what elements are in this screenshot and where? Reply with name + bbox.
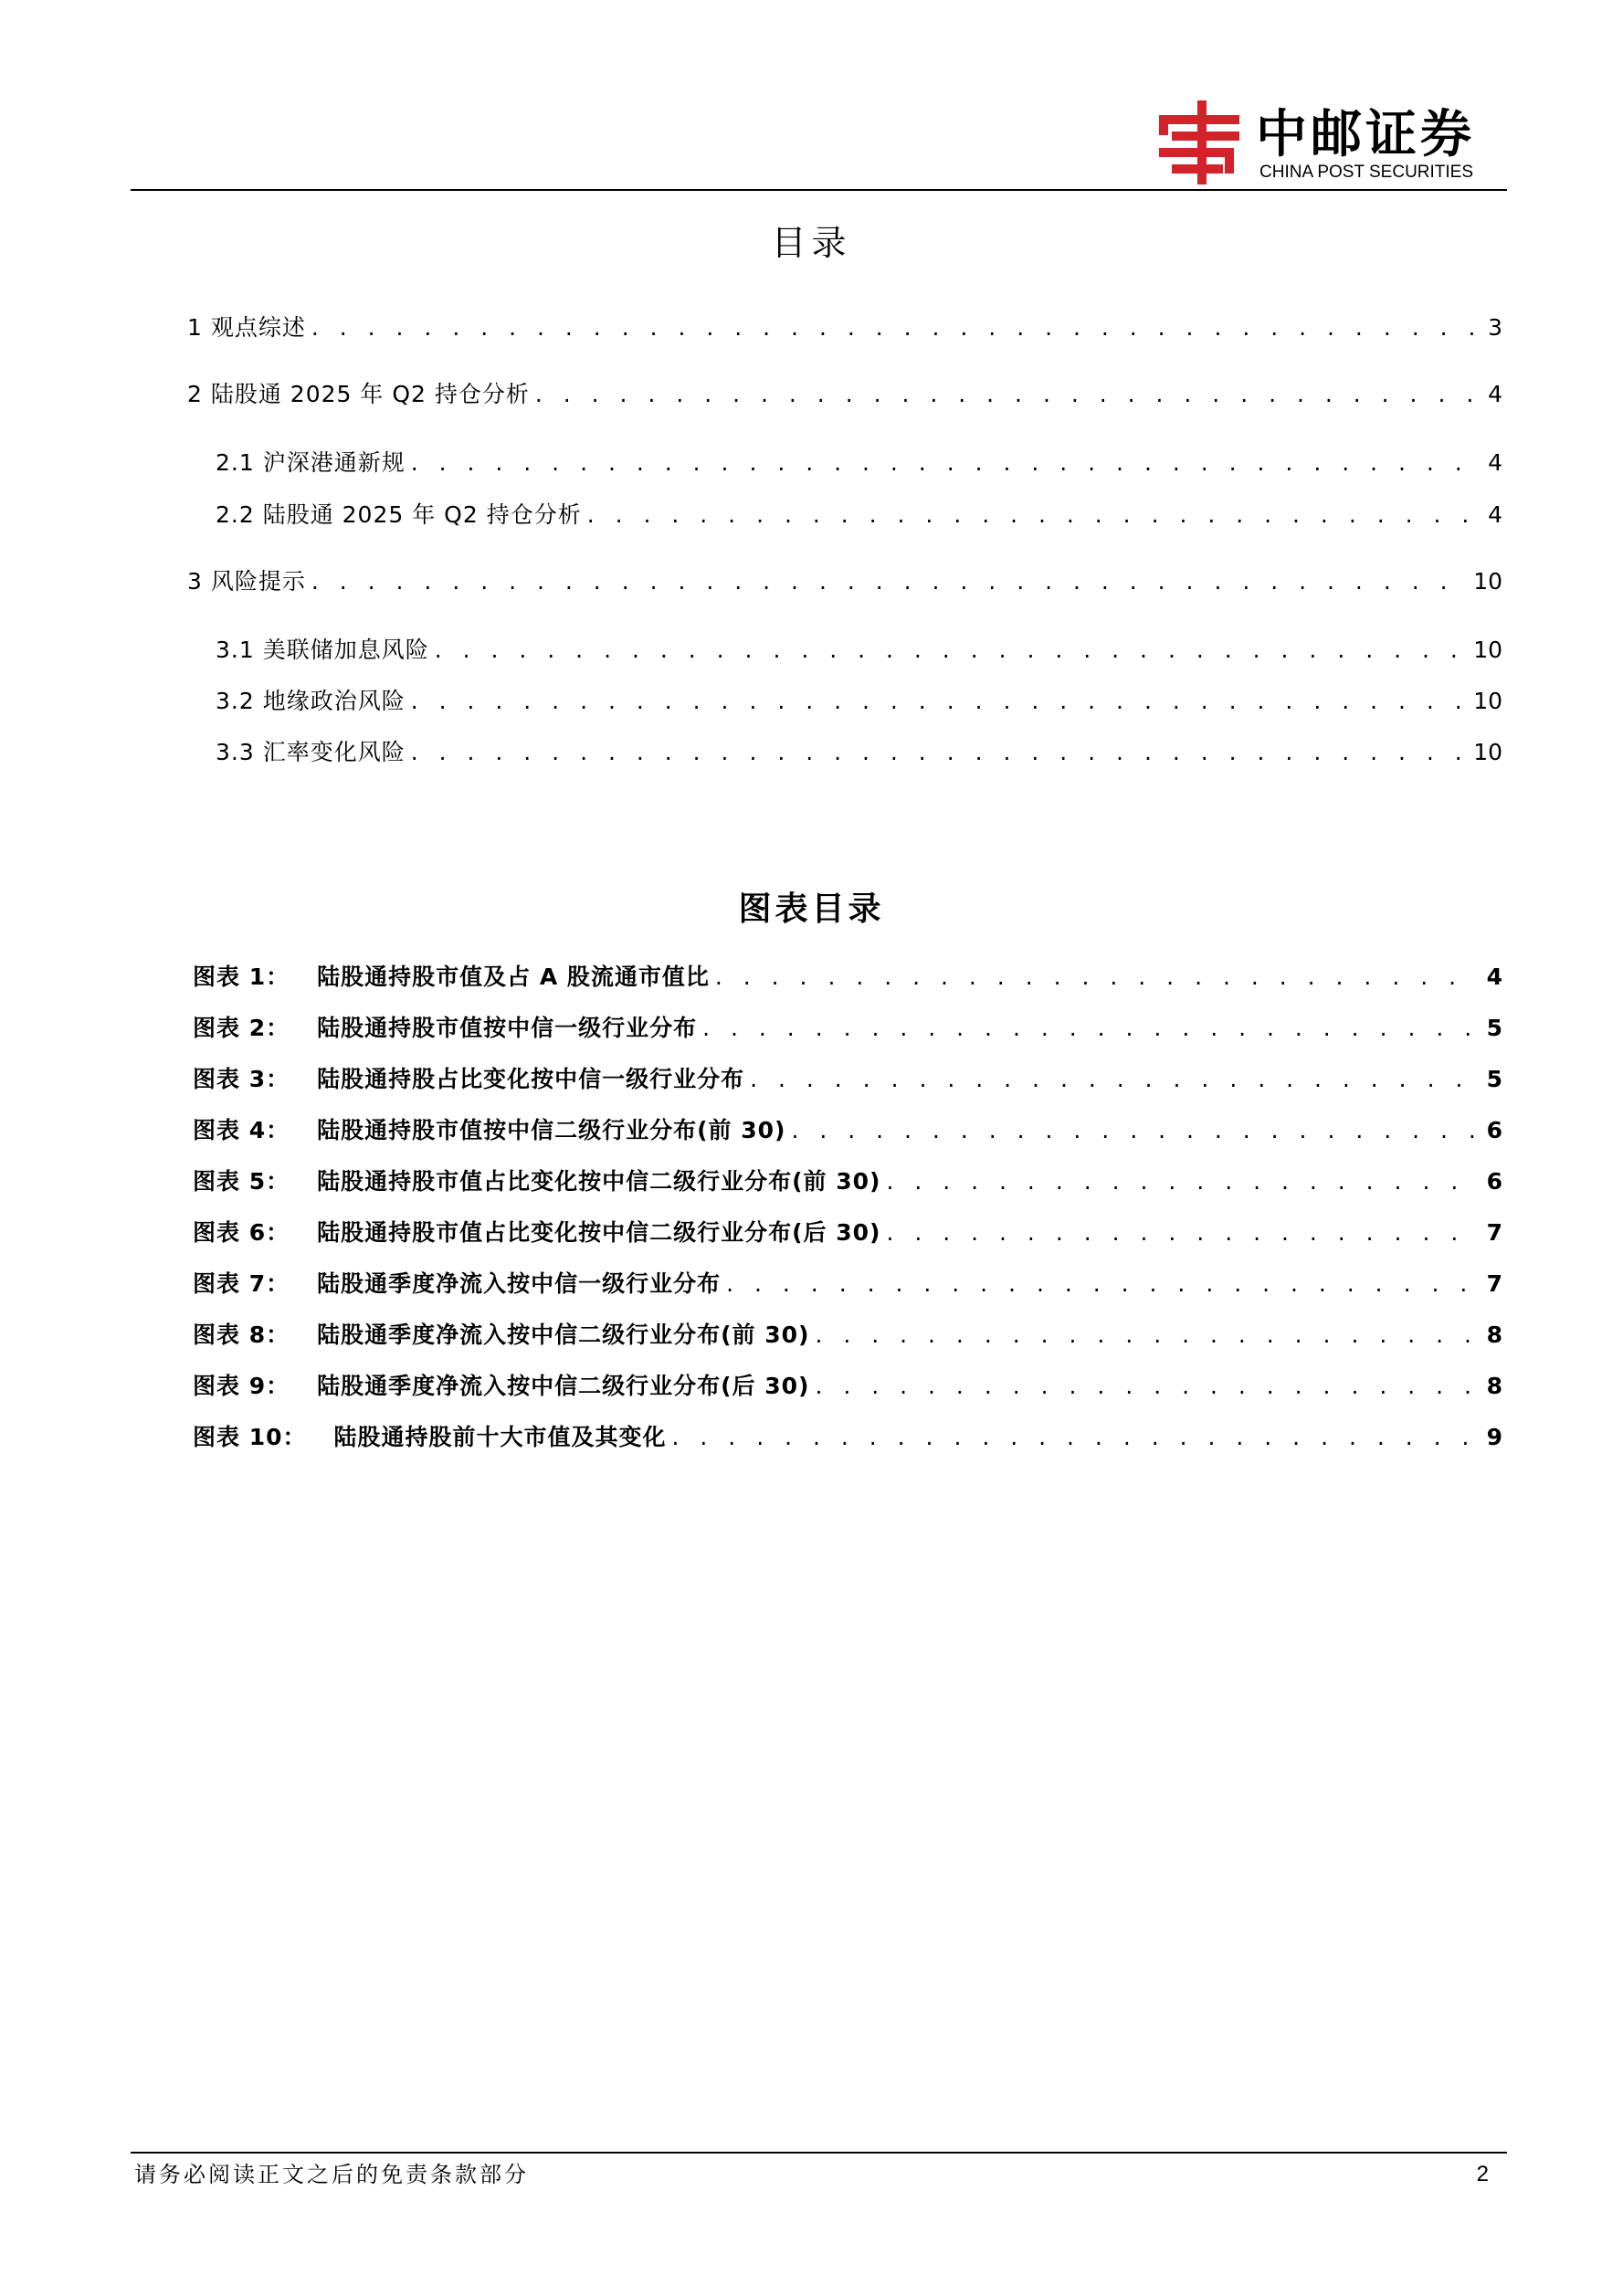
figure-title: 陆股通持股市值及占 A 股流通市值比 [317,964,710,990]
figure-entry[interactable] [193,1370,1502,1403]
toc-entry-page: 10 [1473,568,1502,595]
figure-number: 图表 1： [193,964,290,990]
figure-entry[interactable] [193,1165,1502,1198]
toc-entry-label: 2.1 沪深港通新规 [216,449,406,476]
figure-page: 9 [1486,1424,1502,1450]
figure-title: 陆股通持股市值占比变化按中信二级行业分布(前 30) [317,1168,881,1195]
dot-leader [886,1165,1477,1198]
figure-title: 陆股通季度净流入按中信一级行业分布 [317,1270,722,1297]
figure-title: 陆股通持股市值按中信二级行业分布(前 30) [317,1117,786,1143]
figure-number: 图表 3： [193,1066,290,1092]
toc-subentry[interactable] [216,447,1502,479]
figure-title: 陆股通持股前十大市值及其变化 [333,1424,667,1450]
figure-page: 6 [1486,1168,1502,1195]
figure-title: 陆股通持股市值占比变化按中信二级行业分布(后 30) [317,1219,881,1246]
figure-page: 7 [1486,1219,1502,1246]
toc-subentry[interactable] [216,499,1502,532]
header-divider [131,189,1507,191]
figure-entry[interactable] [193,1063,1502,1096]
figure-entry[interactable] [193,961,1502,994]
figure-entry[interactable] [193,1012,1502,1045]
toc-subentry[interactable] [216,685,1502,718]
toc-entry[interactable] [187,311,1502,344]
toc-entry-page: 10 [1473,688,1502,714]
figure-entry[interactable] [193,1268,1502,1301]
dot-leader [311,565,1464,598]
toc-entry-page: 10 [1473,637,1502,663]
dot-leader [815,1370,1477,1403]
figure-title: 陆股通持股占比变化按中信一级行业分布 [317,1066,745,1092]
toc-subentry[interactable] [216,736,1502,769]
figure-title: 陆股通季度净流入按中信二级行业分布(前 30) [317,1322,810,1348]
figure-page: 6 [1486,1117,1502,1143]
toc-entry-page: 4 [1488,381,1502,407]
dot-leader [886,1216,1477,1249]
footer-divider [131,2152,1507,2154]
footer-page-number: 2 [1476,2162,1489,2186]
figure-page: 7 [1486,1270,1502,1297]
figure-title: 陆股通持股市值按中信一级行业分布 [317,1015,698,1041]
dot-leader [672,1421,1478,1454]
dot-leader [715,961,1478,994]
figure-page: 5 [1486,1066,1502,1092]
toc-entry-label: 1 观点综述 [187,314,306,341]
figure-page: 8 [1486,1373,1502,1399]
figure-page: 4 [1486,964,1502,990]
toc-entry-page: 3 [1488,314,1502,341]
figure-page: 5 [1486,1015,1502,1041]
figure-entry[interactable] [193,1114,1502,1147]
figure-entry[interactable] [193,1319,1502,1352]
toc-entry-label: 2.2 陆股通 2025 年 Q2 持仓分析 [216,501,582,528]
figure-number: 图表 5： [193,1168,290,1195]
figure-number: 图表 10： [193,1424,307,1450]
toc-entry-page: 4 [1488,501,1502,528]
toc-subentry[interactable] [216,634,1502,667]
logo-english-name: CHINA POST SECURITIES [1259,163,1474,182]
toc-entry-label: 3.1 美联储加息风险 [216,637,429,663]
figure-entry[interactable] [193,1421,1502,1454]
toc-entry-page: 10 [1473,739,1502,765]
logo-chinese-name: 中邮证券 [1256,105,1475,164]
footer-disclaimer: 请务必阅读正文之后的免责条款部分 [134,2162,529,2187]
toc-entry-label: 3.3 汇率变化风险 [216,739,406,765]
dot-leader [791,1114,1477,1147]
toc-title: 目录 [771,223,852,263]
dot-leader [750,1063,1477,1096]
figure-page: 8 [1486,1322,1502,1348]
figure-number: 图表 9： [193,1373,290,1399]
dot-leader [311,311,1479,344]
figure-number: 图表 6： [193,1219,290,1246]
dot-leader [411,685,1464,718]
toc-entry-label: 3.2 地缘政治风险 [216,688,406,714]
dot-leader [435,634,1464,667]
figure-entry[interactable] [193,1216,1502,1249]
toc-entry[interactable] [187,565,1502,598]
toc-entry[interactable] [187,378,1502,411]
toc-entry-label: 3 风险提示 [187,568,306,595]
dot-leader [535,378,1479,411]
figure-title: 陆股通季度净流入按中信二级行业分布(后 30) [317,1373,810,1399]
figure-list-title: 图表目录 [738,890,885,928]
figure-number: 图表 4： [193,1117,290,1143]
figure-number: 图表 2： [193,1015,290,1041]
dot-leader [411,447,1479,479]
company-logo [1154,99,1510,186]
toc-entry-page: 4 [1488,449,1502,476]
china-post-logo-icon [1154,99,1245,186]
dot-leader [702,1012,1477,1045]
dot-leader [815,1319,1477,1352]
dot-leader [726,1268,1477,1301]
figure-number: 图表 8： [193,1322,290,1348]
figure-number: 图表 7： [193,1270,290,1297]
dot-leader [411,736,1464,769]
dot-leader [587,499,1479,532]
toc-entry-label: 2 陆股通 2025 年 Q2 持仓分析 [187,381,530,407]
